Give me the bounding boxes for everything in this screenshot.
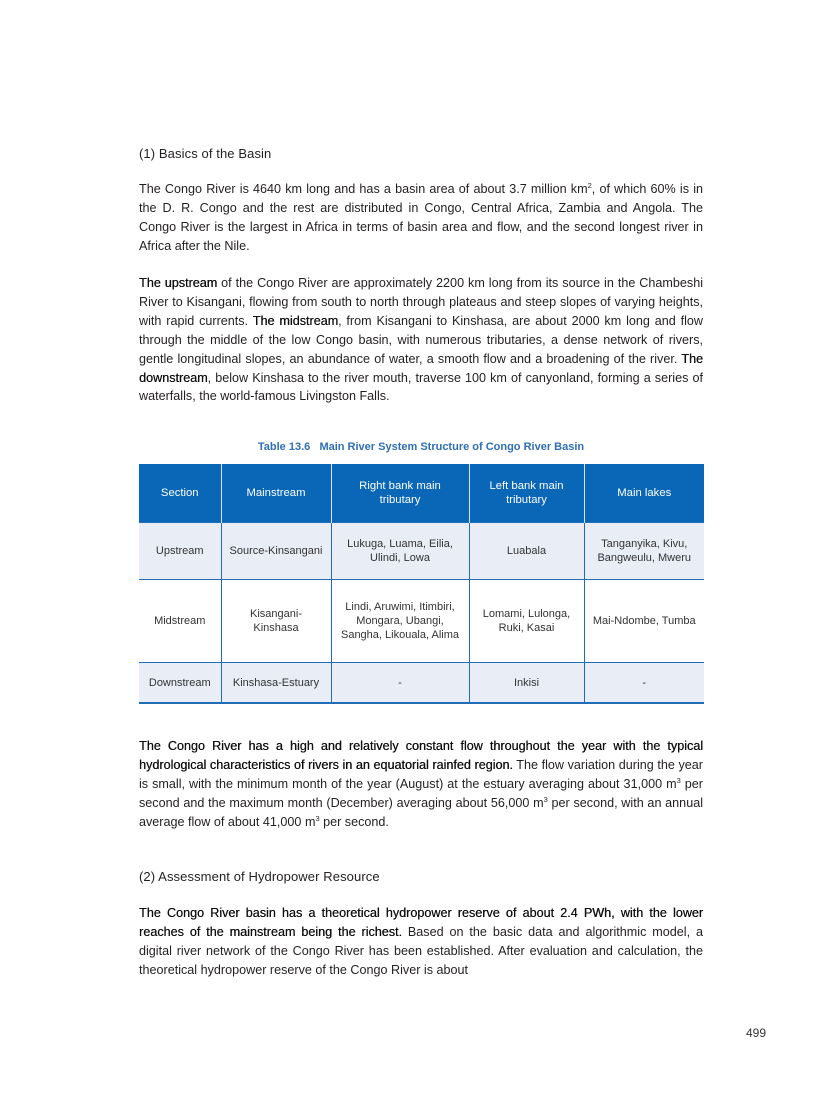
table-row	[139, 580, 704, 663]
header-main-lakes: Main lakes	[584, 464, 704, 523]
table-row	[139, 663, 704, 704]
cell-right-bank: -	[331, 663, 469, 704]
river-system-table	[139, 464, 704, 704]
bold-flow-summary: The Congo River has a high and relatively constant flow throughout the year with the typical hydrological characteristics of rivers in an equatorial rainfed region.	[139, 739, 703, 772]
cell-mainstream: Kisangani-Kinshasa	[221, 580, 331, 663]
bold-midstream: The midstream	[252, 313, 339, 328]
text: per second and the maximum month (December) averaging about 56,000 m	[139, 776, 703, 810]
text: Based on the basic data and algorithmic model, a digital river network of the Congo River has been established. After evaluation and calculation, the theoretical hydropower reserve of the Congo River is about	[139, 924, 703, 977]
text: The Congo River is 4640 km long and has a basin area of about 3.7 million km	[139, 182, 588, 196]
cell-section: Upstream	[139, 523, 221, 580]
cell-section: Downstream	[139, 663, 221, 704]
paragraph-river-sections	[139, 274, 703, 406]
header-right-bank: Right bank main tributary	[331, 464, 469, 523]
superscript: 3	[676, 775, 681, 785]
table-header-row	[139, 464, 704, 523]
cell-left-bank: Lomami, Lulonga, Ruki, Kasai	[469, 580, 584, 663]
header-mainstream: Mainstream	[221, 464, 331, 523]
paragraph-flow	[139, 737, 703, 832]
cell-left-bank: Luabala	[469, 523, 584, 580]
cell-mainstream: Source-Kinsangani	[221, 523, 331, 580]
table-caption: Table 13.6 Main River System Structure of Congo River Basin	[257, 441, 585, 453]
text: per second, with an annual average flow of about 41,000 m	[139, 795, 703, 829]
bold-hydropower-summary: The Congo River basin has a theoretical hydropower reserve of about 2.4 PWh, with the lower reaches of the mainstream being the richest.	[139, 906, 703, 939]
text: The flow variation during the year is small, with the minimum month of the year (August) at the estuary averaging about 31,000 m	[139, 757, 703, 791]
cell-main-lakes: -	[584, 663, 704, 704]
bold-downstream: The downstream	[139, 351, 703, 385]
text: , from Kisangani to Kinshasa, are about 2000 km long and flow through the middle of the low Congo basin, with numerous tributaries, a dense network of rivers, gentle longitudinal slopes, an abundance of water, a smooth flow and a broadening of the river.	[139, 313, 703, 366]
text: per second.	[319, 814, 389, 829]
cell-section: Midstream	[139, 580, 221, 663]
table-row	[139, 523, 704, 580]
text: , of which 60% is in the D. R. Congo and the rest are distributed in Congo, Central Africa, Zambia and Angola. The Congo River is the largest in Africa in terms of basin area and flow, and the second longest river in Africa after the Nile.	[139, 182, 703, 253]
header-left-bank: Left bank main tributary	[469, 464, 584, 523]
header-section: Section	[139, 464, 221, 523]
cell-right-bank: Lindi, Aruwimi, Itimbiri, Mongara, Ubangi, Sangha, Likouala, Alima	[331, 580, 469, 663]
cell-left-bank: Inkisi	[469, 663, 584, 704]
superscript: 2	[587, 181, 592, 190]
section-heading-basics: (1) Basics of the Basin	[139, 146, 272, 161]
paragraph-hydropower	[139, 904, 703, 980]
bold-upstream: The upstream	[139, 276, 218, 290]
cell-right-bank: Lukuga, Luama, Eilia, Ulindi, Lowa	[331, 523, 469, 580]
page-number: 499	[746, 1026, 767, 1040]
paragraph-basin-overview	[139, 180, 703, 256]
text: , below Kinshasa to the river mouth, traverse 100 km of canyonland, forming a series of waterfalls, the world-famous Livingston Falls.	[139, 370, 703, 404]
cell-main-lakes: Tanganyika, Kivu, Bangweulu, Mweru	[584, 523, 704, 580]
cell-main-lakes: Mai-Ndombe, Tumba	[584, 580, 704, 663]
cell-mainstream: Kinshasa-Estuary	[221, 663, 331, 704]
section-heading-hydropower: (2) Assessment of Hydropower Resource	[139, 869, 380, 884]
superscript: 3	[543, 794, 548, 804]
superscript: 3	[315, 813, 320, 823]
text: of the Congo River are approximately 2200 km long from its source in the Chambeshi River to Kisangani, flowing from south to north through plateaus and steep slopes of varying heights, with rapid currents.	[139, 276, 703, 328]
